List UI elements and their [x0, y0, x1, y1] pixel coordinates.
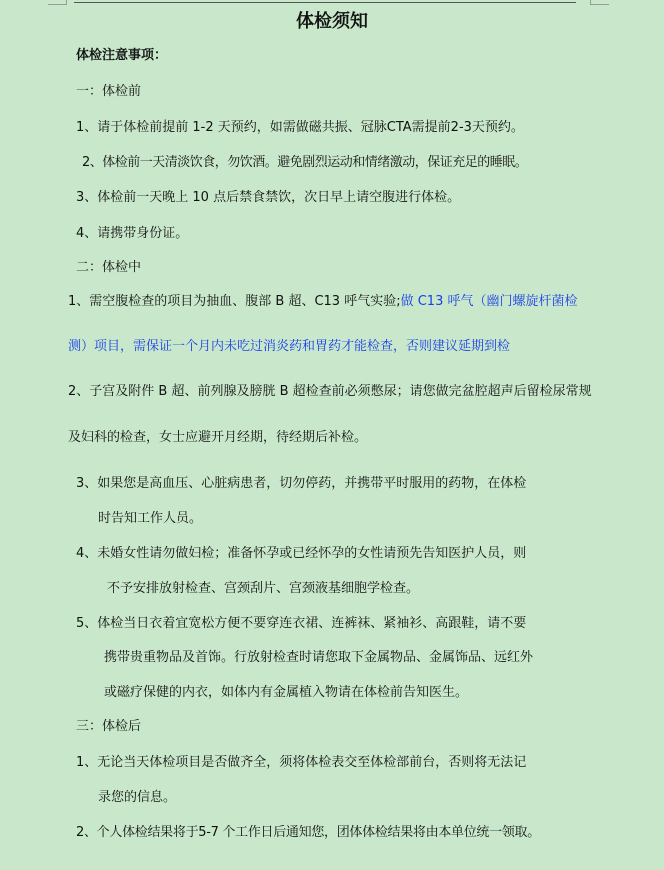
- during-item-5-line-2: 携带贵重物品及首饰。行放射检查时请您取下金属物品、金属饰品、远红外: [104, 650, 534, 665]
- after-item-1-line-2: 录您的信息。: [98, 790, 177, 805]
- during-item-4-line-1: 4、未婚女性请勿做妇检；准备怀孕或已经怀孕的女性请预先告知医护人员，则: [76, 546, 527, 561]
- during-item-2-line-2: 及妇科的检查，女士应避开月经期，待经期后补检。: [68, 430, 368, 445]
- section-heading-during: 二：体检中: [76, 260, 142, 275]
- page-corner-mark-left: [48, 0, 67, 5]
- section-heading-after: 三：体检后: [76, 719, 142, 734]
- during-item-1-note: 做 C13 呼气（幽门螺旋杆菌检: [400, 294, 578, 309]
- page-corner-mark-right: [590, 0, 609, 5]
- page-top-border: [74, 2, 576, 3]
- before-item-2: 2、体检前一天清淡饮食，勿饮酒。避免剧烈运动和情绪激动，保证充足的睡眠。: [82, 155, 528, 170]
- during-item-3-line-2: 时告知工作人员。: [98, 511, 203, 526]
- after-item-1-line-1: 1、无论当天体检项目是否做齐全，须将体检表交至体检部前台，否则将无法记: [76, 755, 527, 770]
- during-item-5-line-3: 或磁疗保健的内衣，如体内有金属植入物请在体检前告知医生。: [104, 685, 469, 700]
- before-item-1: 1、请于体检前提前 1-2 天预约，如需做磁共振、冠脉CTA需提前2-3天预约。: [76, 120, 524, 135]
- during-item-1-line-1: [68, 293, 577, 311]
- notice-heading: 体检注意事项：: [76, 48, 168, 63]
- during-item-3-line-1: 3、如果您是高血压、心脏病患者，切勿停药，并携带平时服用的药物，在体检: [76, 476, 527, 491]
- after-item-2: 2、个人体检结果将于5-7 个工作日后通知您，团体体检结果将由本单位统一领取。: [76, 825, 540, 840]
- during-item-1-text: 1、需空腹检查的项目为抽血、腹部 B 超、C13 呼气实验;: [68, 294, 401, 309]
- before-item-4: 4、请携带身份证。: [76, 226, 189, 241]
- page-title: 体检须知: [296, 11, 368, 32]
- before-item-3: 3、体检前一天晚上 10 点后禁食禁饮，次日早上请空腹进行体检。: [76, 190, 461, 205]
- during-item-2-line-1: 2、子宫及附件 B 超、前列腺及膀胱 B 超检查前必须憋尿；请您做完盆腔超声后留检尿常规: [68, 384, 592, 399]
- section-heading-before: 一：体检前: [76, 84, 142, 99]
- during-item-1-line-2: 测）项目，需保证一个月内未吃过消炎药和胃药才能检查，否则建议延期到检: [68, 339, 511, 354]
- during-item-5-line-1: 5、体检当日衣着宜宽松方便不要穿连衣裙、连裤袜、紧袖衫、高跟鞋，请不要: [76, 616, 527, 631]
- during-item-4-line-2: 不予安排放射检查、宫颈刮片、宫颈液基细胞学检查。: [107, 581, 420, 596]
